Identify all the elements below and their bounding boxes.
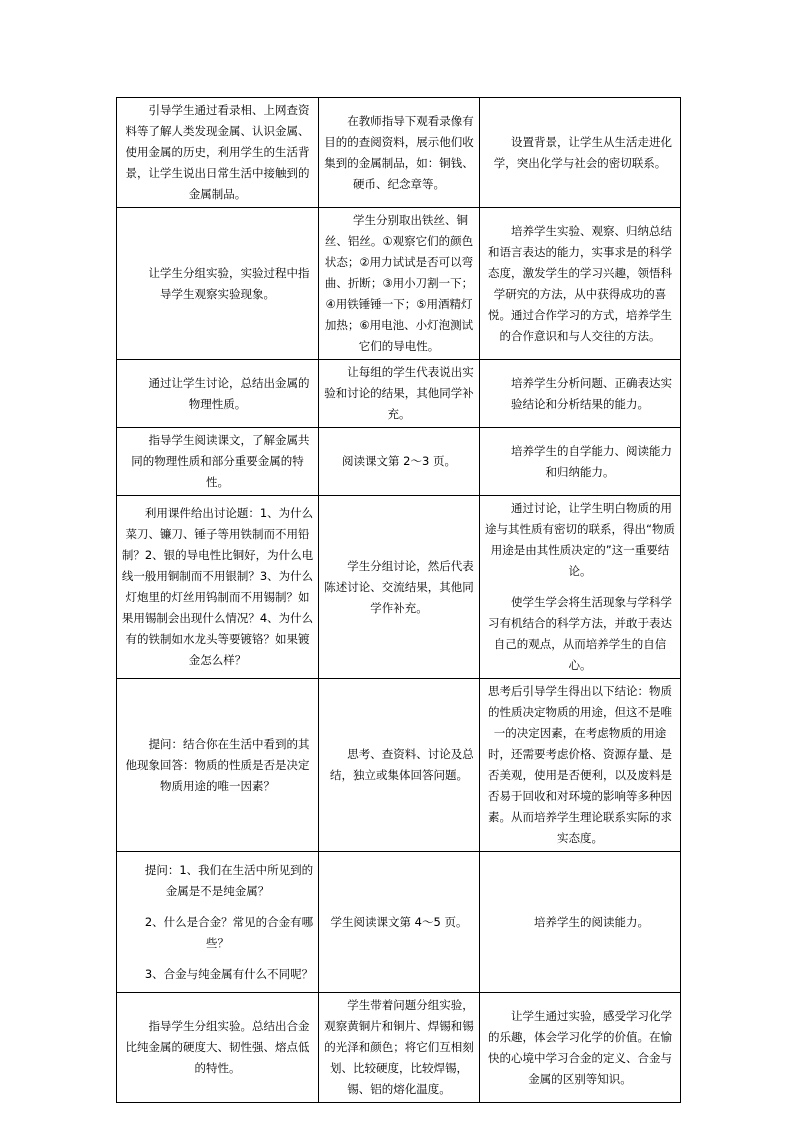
table-row (117, 679, 681, 852)
table-row (117, 496, 681, 679)
cell-text: 通过讨论，让学生明白物质的用途与其性质有密切的联系，得出“物质用途是由其性质决定的”这一重要结论。 (485, 501, 675, 578)
cell-text: 3、合金与纯金属有什么不同呢？ (144, 966, 314, 981)
design-intent-cell (480, 208, 681, 360)
cell-text: 使学生学会将生活现象与学科学习有机结合的科学方法，并敢于表达自己的观点，从而培养学生的自信心。 (488, 595, 672, 672)
student-activity-cell (319, 98, 480, 208)
design-intent-cell (480, 360, 681, 428)
table-row (117, 98, 681, 208)
table-row (117, 208, 681, 360)
student-activity-cell (319, 496, 480, 679)
table-row (117, 852, 681, 993)
cell-text: 引导学生通过看录相、上网查资料等了解人类发现金属、认识金属、使用金属的历史，利用学生的生活背景，让学生说出日常生活中接触到的金属制品。 (125, 103, 310, 201)
student-activity-cell (319, 428, 480, 496)
student-activity-cell (319, 679, 480, 852)
design-intent-cell (480, 852, 681, 993)
teacher-activity-cell (117, 496, 319, 679)
cell-text: 培养学生的自学能力、阅读能力和归纳能力。 (511, 443, 672, 479)
table-row (117, 993, 681, 1103)
cell-text: 提问：1、我们在生活中所见到的金属是不是纯金属？ (144, 862, 314, 898)
cell-text: 让学生分组实验，实验过程中指导学生观察实验现象。 (148, 265, 310, 301)
design-intent-cell (480, 98, 681, 208)
student-activity-cell (319, 852, 480, 993)
table-row (117, 360, 681, 428)
cell-text: 在教师指导下观看录像有目的的查阅资料，展示他们收集到的金属制品，如：铜钱、硬币、纪念章等。 (324, 113, 474, 191)
cell-text: 培养学生分析问题、正确表达实验结论和分析结果的能力。 (511, 375, 672, 411)
table-row (117, 428, 681, 496)
cell-text: 通过让学生讨论，总结出金属的物理性质。 (148, 375, 310, 411)
teacher-activity-cell (117, 428, 319, 496)
design-intent-cell (480, 993, 681, 1103)
cell-text: 培养学生实验、观察、归纳总结和语言表达的能力，实事求是的科学态度，激发学生的学习兴趣，领悟科学研究的方法，从中获得成功的喜悦。通过合作学习的方式，培养学生的合作意识和与人交往的方法。 (488, 223, 672, 343)
teacher-activity-cell (117, 852, 319, 993)
paragraph-gap (483, 582, 677, 592)
design-intent-cell (480, 679, 681, 852)
cell-text: 指导学生阅读课文，了解金属共同的物理性质和部分重要金属的特性。 (131, 433, 310, 489)
teacher-activity-cell (117, 679, 319, 852)
teacher-activity-cell (117, 360, 319, 428)
paragraph-gap (120, 954, 315, 964)
cell-text: 让学生通过实验，感受学习化学的乐趣，体会学习化学的价值。在愉快的心境中学习合金的定义、合金与金属的区别等知识。 (488, 1008, 672, 1086)
design-intent-cell (480, 496, 681, 679)
teacher-activity-cell (117, 208, 319, 360)
cell-text: 培养学生的阅读能力。 (534, 914, 649, 929)
cell-text: 学生分组讨论，然后代表陈述讨论、交流结果，其他同学作补充。 (324, 558, 474, 615)
lesson-plan-table (116, 97, 681, 1103)
cell-text: 利用课件给出讨论题：1、为什么菜刀、镰刀、锤子等用铁制而不用铅制？2、银的导电性比铜好，为什么电线一般用铜制而不用银制？3、为什么灯炮里的灯丝用钨制而不用锡制？如果用锡制会出现什么情况？4、为什么有的铁制如水龙头等要镀铬？如果镀金怎么样？ (121, 506, 314, 667)
cell-text: 学生带着问题分组实验，观察黄铜片和铜片、焊锡和锡的光泽和颜色；将它们互相刻划、比较硬度，比较焊锡，锡、铝的熔化温度。 (324, 998, 474, 1096)
paragraph-gap (120, 902, 315, 912)
cell-text: 思考、查资料、讨论及总结，独立或集体回答问题。 (330, 747, 474, 782)
cell-text: 学生阅读课文第 4～5 页。 (330, 914, 468, 929)
cell-text: 2、什么是合金？常见的合金有哪些？ (144, 914, 314, 950)
cell-text: 提问：结合你在生活中看到的其他现象回答：物质的性质是否是决定物质用途的唯一因素？ (125, 736, 310, 793)
cell-text: 让每组的学生代表说出实验和讨论的结果，其他同学补充。 (324, 365, 474, 421)
student-activity-cell (319, 360, 480, 428)
cell-text: 设置背景，让学生从生活走进化学，突出化学与社会的密切联系。 (493, 134, 672, 170)
teacher-activity-cell (117, 993, 319, 1103)
cell-text: 学生分别取出铁丝、铜丝、铝丝。①观察它们的颜色状态；②用力试试是否可以弯曲、折断；③用小刀割一下；④用铁锤锤一下；⑤用酒精灯加热；⑥用电池、小灯泡测试它们的导电性。 (324, 213, 474, 353)
student-activity-cell (319, 208, 480, 360)
cell-text: 阅读课文第 2～3 页。 (342, 454, 456, 468)
cell-text: 思考后引导学生得出以下结论：物质的性质决定物质的用途，但这不是唯一的决定因素，在考虑物质的用途时，还需要考虑价格、资源存量、是否美观，使用是否便利，以及废料是否易于回收和对环境的影响等多种因素。从而培养学生理论联系实际的求实态度。 (488, 684, 672, 845)
cell-text: 指导学生分组实验。总结出合金比纯金属的硬度大、韧性强、熔点低的特性。 (125, 1019, 310, 1075)
design-intent-cell (480, 428, 681, 496)
teacher-activity-cell (117, 98, 319, 208)
student-activity-cell (319, 993, 480, 1103)
